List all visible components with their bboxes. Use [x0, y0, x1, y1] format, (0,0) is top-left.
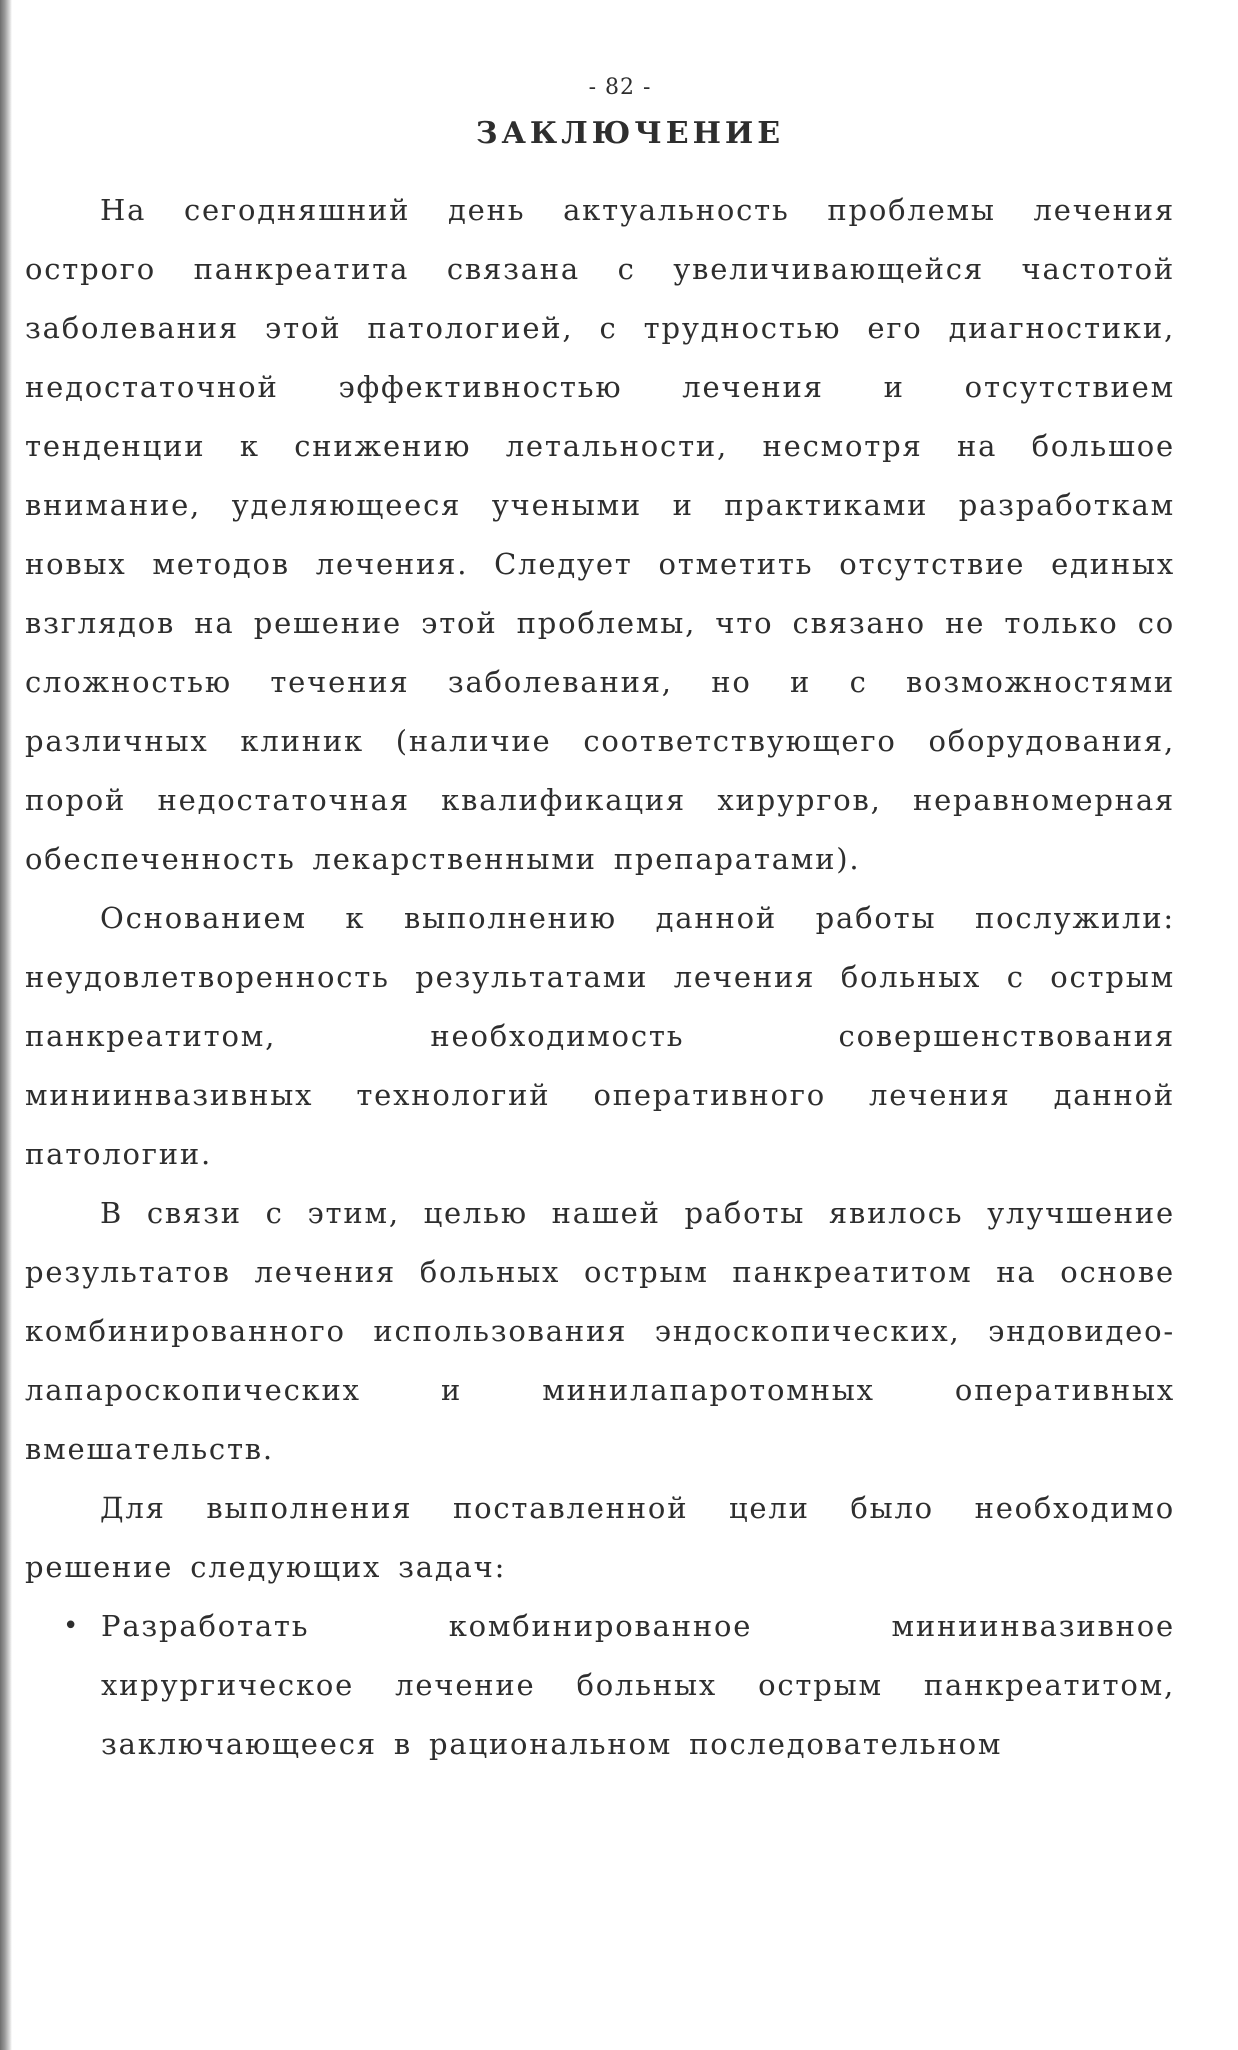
paragraph-4-text: Для выполнения поставленной цели было необходимо решение следующих задач: [25, 1491, 1175, 1584]
document-page [25, 75, 1175, 1774]
paragraph-2-text: Основанием к выполнению данной работы послужили: неудовлетворенность результатами лечения больных с острым панкреатитом, необходимость совершенствования миниинвазивных технологий оперативного лечения данной патологии. [25, 901, 1175, 1171]
task-list [25, 1597, 1175, 1774]
paragraph-2 [25, 889, 1175, 1184]
list-item [25, 1597, 1175, 1774]
bullet-icon: • [63, 1611, 81, 1641]
paragraph-1-text: На сегодняшний день актуальность проблемы лечения острого панкреатита связана с увеличивающейся частотой заболевания этой патологией, с трудностью его диагностики, недостаточной эффективностью лечения и отсутствием тенденции к снижению летальности, несмотря на большое внимание, уделяющееся учеными и практиками разработкам новых методов лечения. Следует отметить отсутствие единых взглядов на решение этой проблемы, что связано не только со сложностью течения заболевания, но и с возможностями различных клиник (наличие соответствующего оборудования, порой недостаточная квалификация хирургов, неравномерная обеспеченность лекарственными препаратами). [25, 193, 1175, 876]
page-number: - 82 - [588, 75, 652, 100]
scan-edge-shadow [0, 0, 12, 2050]
paragraph-4 [25, 1479, 1175, 1597]
task-1-text: Разработать комбинированное миниинвазивное хирургическое лечение больных острым панкреатитом, заключающееся в рациональном последовательном [101, 1609, 1175, 1761]
paragraph-3-text: В связи с этим, целью нашей работы явилось улучшение результатов лечения больных острым панкреатитом на основе комбинированного использования эндоскопических, эндовидео-лапароскопических и минилапаротомных оперативных вмешательств. [25, 1196, 1175, 1466]
section-heading: ЗАКЛЮЧЕНИЕ [475, 116, 785, 151]
paragraph-3 [25, 1184, 1175, 1479]
paragraph-1 [25, 181, 1175, 889]
